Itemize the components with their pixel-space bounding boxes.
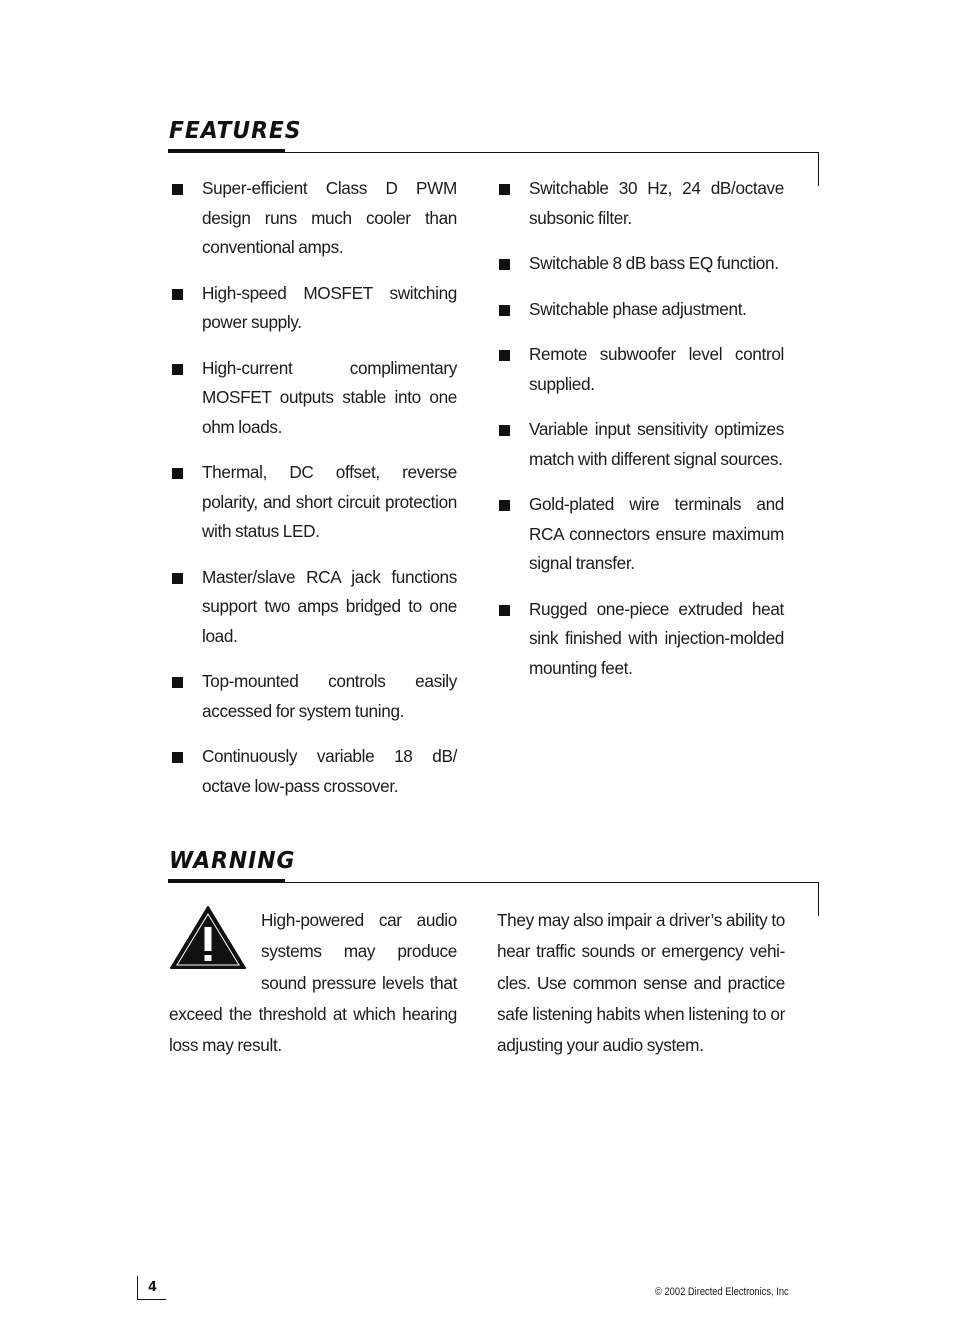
warning-text-left: High-powered car audio systems may produce sound pressure levels that exceed the threshold at which hearing loss may result. (169, 910, 457, 1056)
feature-text: Gold-plated wire terminals and RCA connectors ensure maximum signal transfer. (529, 494, 784, 573)
feature-item (169, 279, 457, 338)
feature-text: Switchable 8 dB bass EQ function. (529, 253, 779, 273)
features-right-column (496, 174, 784, 683)
features-rule-end (818, 152, 819, 186)
features-rule (284, 152, 819, 153)
feature-item (496, 340, 784, 399)
warning-left-block (169, 905, 457, 1061)
warning-rule-end (818, 882, 819, 916)
feature-item (496, 249, 784, 279)
feature-text: High-current complimentary MOSFET outputs stable into one ohm loads. (202, 357, 457, 437)
page-number: 4 (148, 1280, 158, 1295)
bullet-square-icon (172, 573, 183, 584)
feature-text: Switchable phase adjustment. (529, 298, 747, 319)
feature-text: Rugged one-piece extruded heat sink finished with injection-molded mounting feet. (529, 598, 784, 678)
feature-item (496, 295, 784, 325)
bullet-square-icon (172, 677, 183, 688)
feature-item (496, 174, 784, 233)
feature-item (169, 458, 457, 547)
features-heading-underline (168, 149, 285, 153)
footer-rule-vertical (137, 1276, 138, 1300)
features-left-column (169, 174, 457, 801)
feature-text: Switchable 30 Hz, 24 dB/octave subsonic filter. (529, 178, 784, 228)
warning-rule (284, 882, 819, 883)
feature-text: Top-mounted controls easily accessed for system tuning. (202, 671, 457, 721)
bullet-square-icon (499, 305, 510, 316)
feature-item (496, 490, 784, 579)
feature-text: High-speed MOSFET switching power supply. (202, 282, 457, 332)
bullet-square-icon (499, 500, 510, 511)
warning-text-right: They may also impair a driver’s ability to hear traffic sounds or emergency vehi- cles. Use common sense and practice safe listening habits when listening to or adjusting your audio system. (497, 910, 785, 1056)
bullet-square-icon (172, 752, 183, 763)
feature-item (169, 174, 457, 263)
feature-text: Master/slave RCA jack functions support two amps bridged to one load. (202, 566, 457, 646)
feature-text: Remote subwoofer level control supplied. (529, 344, 784, 394)
feature-item (169, 742, 457, 801)
bullet-square-icon (172, 289, 183, 300)
bullet-square-icon (499, 605, 510, 616)
bullet-square-icon (499, 350, 510, 361)
bullet-square-icon (172, 364, 183, 375)
copyright-text: © 2002 Directed Electronics, Inc (655, 1286, 789, 1298)
bullet-square-icon (172, 184, 183, 195)
feature-item (496, 595, 784, 684)
warning-heading-underline (168, 879, 285, 883)
feature-text: Continuously variable 18 dB/ octave low-pass crossover. (202, 746, 457, 796)
warning-text-right-wrap (497, 905, 785, 1061)
bullet-square-icon (499, 259, 510, 270)
feature-text: Variable input sensitivity optimizes match with different signal sources. (529, 419, 784, 469)
feature-item (496, 415, 784, 474)
warning-triangle-icon (169, 905, 247, 971)
feature-item (169, 354, 457, 443)
warning-heading: WARNING (169, 848, 296, 874)
features-heading: FEATURES (169, 118, 302, 144)
feature-item (169, 667, 457, 726)
bullet-square-icon (499, 184, 510, 195)
feature-text: Thermal, DC offset, reverse polarity, and short circuit protection with status LED. (202, 462, 457, 541)
feature-item (169, 563, 457, 652)
bullet-square-icon (172, 468, 183, 479)
footer-rule-horizontal (137, 1299, 166, 1300)
bullet-square-icon (499, 425, 510, 436)
feature-text: Super-efficient Class D PWM design runs much cooler than conventional amps. (202, 178, 457, 257)
